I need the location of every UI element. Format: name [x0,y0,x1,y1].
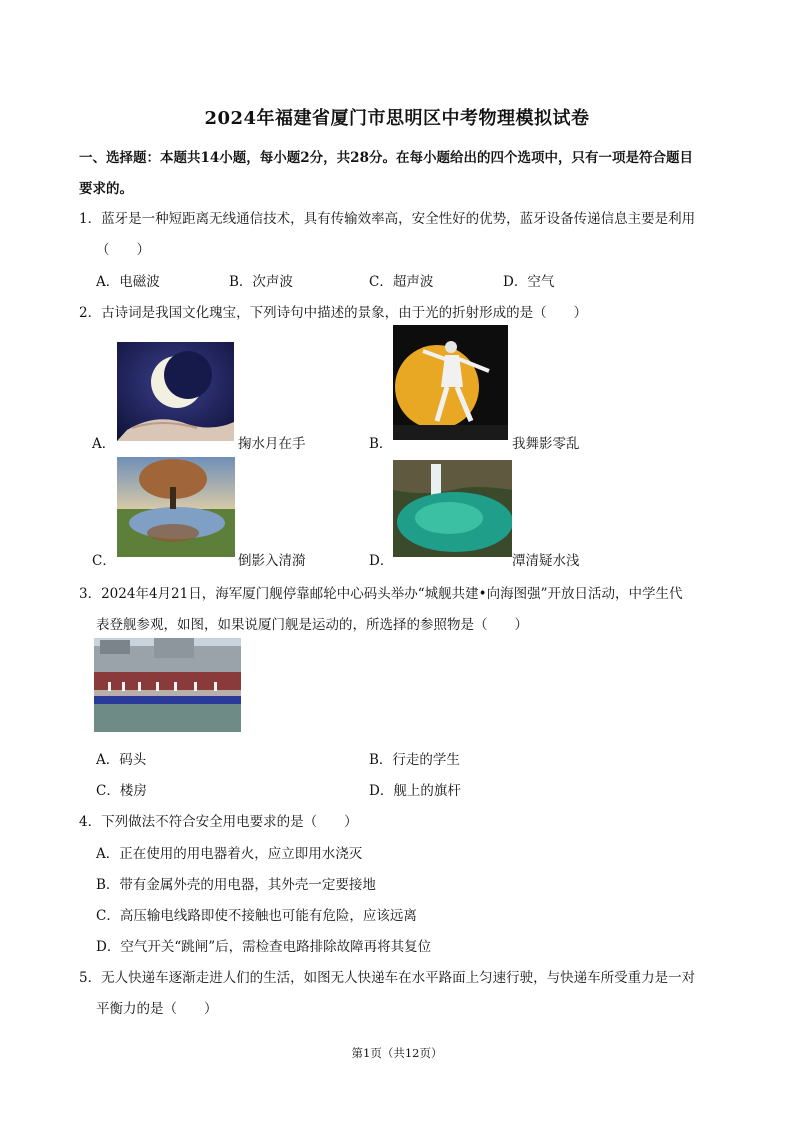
q3-stem-line1: 3．2024年4月21日，海军厦门舰停靠邮轮中心码头举办“城舰共建•向海图强”开放日活动，中学生代 [79,586,683,602]
q3-option-a: A．码头 [96,752,147,768]
q1-option-b: B．次声波 [229,274,293,290]
q3-option-c: C．楼房 [96,783,147,799]
q4-stem: 4．下列做法不符合安全用电要求的是（ ） [79,814,358,830]
q4-option-a: A．正在使用的用电器着火，应立即用水浇灭 [96,846,363,862]
q4-option-c: C．高压输电线路即使不接触也可能有危险，应该远离 [96,908,417,924]
section-heading-line1: 一、选择题：本题共14小题，每小题2分，共28分。在每小题给出的四个选项中，只有一项是符合题目 [79,150,693,166]
q3-stem-line2: 表登舰参观，如图，如果说厦门舰是运动的，所选择的参照物是（ ） [96,617,528,633]
page-title: 2024年福建省厦门市思明区中考物理模拟试卷 [204,108,590,129]
clear-pool-image [393,460,512,557]
q5-stem-line1: 5．无人快递车逐渐走进人们的生活，如图无人快递车在水平路面上匀速行驶，与快递车所受重力是一对 [79,970,696,986]
q1-option-d: D．空气 [503,274,555,290]
moon-in-hand-image [117,342,234,441]
q5-stem-line2: 平衡力的是（ ） [96,1001,218,1017]
q2-option-a-caption: 掬水月在手 [238,436,306,452]
warship-dock-image [94,638,241,732]
q4-option-d: D．空气开关“跳闸”后，需检查电路排除故障再将其复位 [96,939,432,955]
q4-option-b: B．带有金属外壳的用电器，其外壳一定要接地 [96,877,376,893]
q1-option-c: C．超声波 [369,274,434,290]
q2-option-b-letter: B． [369,436,393,452]
q3-option-d: D．舰上的旗杆 [369,783,461,799]
q2-option-b-caption: 我舞影零乱 [512,436,580,452]
q1-stem-line1: 1．蓝牙是一种短距离无线通信技术，具有传输效率高，安全性好的优势，蓝牙设备传递信息主要是利用 [79,211,696,227]
q2-option-d-caption: 潭清疑水浅 [512,553,580,569]
dancer-moon-image [393,325,508,440]
tree-reflection-image [117,457,235,557]
q1-option-a: A．电磁波 [96,274,160,290]
q2-option-a-letter: A． [92,436,116,452]
page-footer: 第1页（共12页） [351,1046,443,1060]
q2-option-c-caption: 倒影入清漪 [238,553,306,569]
section-heading-line2: 要求的。 [79,181,133,197]
q2-stem: 2．古诗词是我国文化瑰宝，下列诗句中描述的景象，由于光的折射形成的是（ ） [79,305,588,321]
q2-option-d-letter: D． [369,553,394,569]
q2-option-c-letter: C． [92,553,116,569]
q1-stem-line2: （ ） [96,242,150,258]
q3-option-b: B．行走的学生 [369,752,460,768]
